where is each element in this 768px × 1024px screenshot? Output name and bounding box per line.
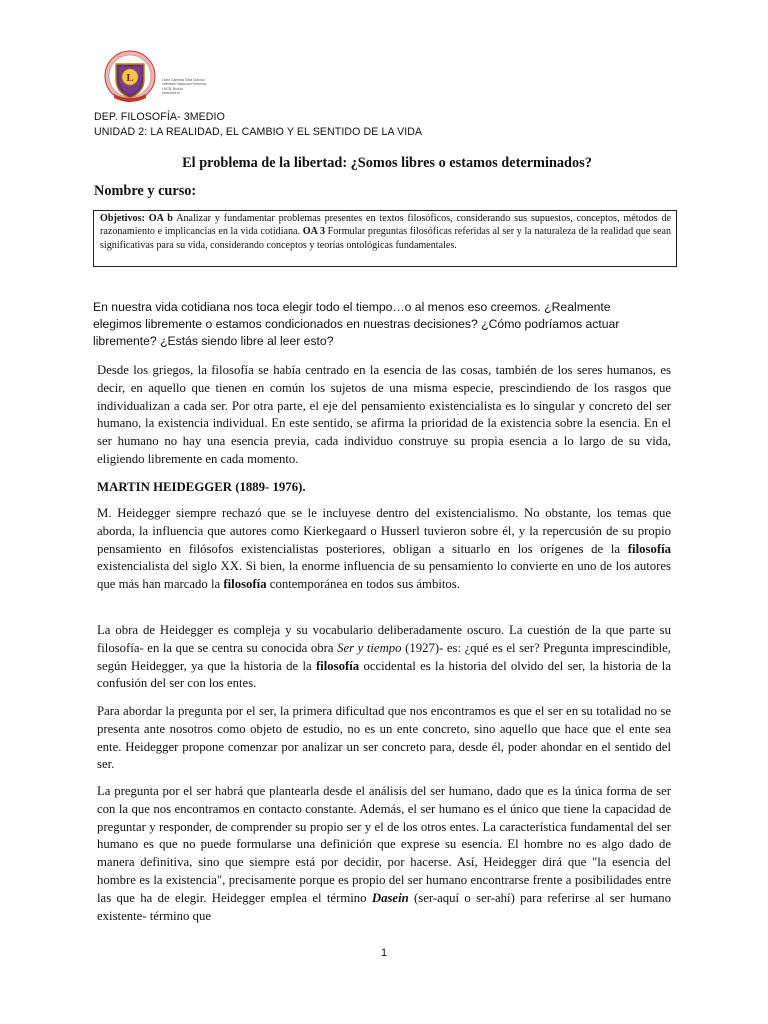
section-heading: MARTIN HEIDEGGER (1889- 1976). (97, 480, 306, 494)
page-number: 1 (380, 947, 388, 959)
document-title: El problema de la libertad: ¿Somos libres o estamos determinados? (182, 155, 592, 171)
paragraph-text: Desde los griegos, la filosofía se había centrado en la esencia de las cosas, también de los seres humanos, es decir, en aquello que tienen en común los sujetos de una misma especie, prescindiendo de los rasgos que individualizan a cada ser. Por otra parte, el eje del pensamiento existencialista es lo singular y concreto del ser humano, la existencia individual. En este sentido, se afirma la prioridad de la existencia sobre la esencia. En el ser humano no hay una esencia previa, cada individuo construye su propia esencia a lo largo de su vida, eligiendo libremente en cada momento. (97, 363, 671, 466)
department-header (94, 110, 422, 140)
book-title: Ser y tiempo (337, 640, 402, 655)
oa3-text: Formular preguntas filosóficas referidas al ser y la naturaleza de la realidad que sean significativas para su vida, considerando conceptos y teorías ontológicas fundamentales. (100, 226, 671, 251)
oa3-label: OA 3 (302, 226, 326, 238)
oab-text: Analizar y fundamentar problemas presentes en textos filosóficos, considerando sus supuestos, conceptos, métodos de razonamiento e implicancias en la vida cotidiana. (100, 213, 672, 238)
paragraph-dasein (97, 783, 671, 925)
paragraph-heidegger-intro (97, 505, 671, 594)
paragraph-text: occidental es la historia del olvido del ser, la historia de la confusión del ser con los entes. (97, 658, 671, 691)
school-info (162, 78, 206, 95)
school-website: www.lcsd.cl (162, 90, 180, 95)
paragraph-text: (ser-aquí o ser-ahí) para referirse al ser humano existente- término que (97, 890, 671, 923)
paragraph-text: (1927)- es: ¿qué es el ser? Pregunta imprescindible, según Heidegger, ya que la historia de la (97, 640, 671, 673)
paragraph-question-of-being (97, 703, 671, 774)
oab-label: OA b (148, 213, 173, 224)
school-location: LNCB, Ñuñoa (162, 86, 183, 91)
intro-paragraph: En nuestra vida cotidiana nos toca elegir todo el tiempo…o al menos eso creemos. ¿Realmente elegimos libremente o estamos condicionados en nuestras decisiones? ¿Cómo podríamos actuar libremente? ¿Estás siendo libre al leer esto? (93, 300, 620, 348)
paragraph-text: contemporánea en todos sus ámbitos. (266, 577, 460, 592)
name-and-course-label: Nombre y curso: (94, 183, 197, 199)
paragraph-existentialism (97, 362, 671, 469)
bold-term: filosofía (223, 577, 267, 592)
department-line: DEP. FILOSOFÍA- 3MEDIO (94, 111, 225, 123)
paragraph-text: existencialista del siglo XX. Si bien, la enorme influencia de su pensamiento lo convierte en uno de los autores que más han marcado la (97, 559, 671, 592)
bold-term: filosofía (315, 658, 360, 673)
objectives-label: Objetivos: (100, 213, 145, 224)
paragraph-heidegger-work (97, 622, 671, 693)
paragraph-text: Para abordar la pregunta por el ser, la primera dificultad que nos encontramos es que el ser en su totalidad no se presenta ante nosotros como objeto de estudio, no es un ente concreto, sino aquello que hace que el ente sea ente. Heidegger propone comenzar por analizar un ser concreto para, desde él, poder ahondar en el sentido del ser. (97, 704, 671, 772)
crest-letter: L (126, 72, 134, 84)
dasein-term: Dasein (371, 890, 409, 905)
paragraph-text: M. Heidegger siempre rechazó que se le incluyese dentro del existencialismo. No obstante, los temas que aborda, la influencia que autores como Kierkegaard o Husserl tuvieron sobre él, y la repercusión de su propio pensamiento en filósofos existencialistas posteriores, obligan a situarlo en los orígenes de la (97, 506, 671, 556)
paragraph-text: La pregunta por el ser habrá que plantearla desde el análisis del ser humano, dado que es la única forma de ser con la que nos encontramos en contacto constante. Además, el ser humano es el único que tiene la capacidad de preguntar y responder, de comprender su propio ser y el de los otros entes. La característica fundamental del ser humano es que no puede formularse una definición que exprese su esencia. El hombre no es algo dado de manera definitiva, sino que siempre está por decidir, por hacerse. Así, Heidegger dirá que "la esencia del hombre es la existencia", precisamente porque es propio del ser humano encontrarse frente a posibilidades entre las que ha de elegir. Heidegger emplea el término (97, 784, 671, 905)
paragraph-text: La obra de Heidegger es compleja y su vocabulario deliberadamente oscuro. La cuestión de la que parte su filosofía- en la que se centra su conocida obra (97, 623, 671, 655)
school-name: Liceo Carmela Silva Donoso (162, 78, 205, 82)
objectives-box (93, 210, 677, 267)
bold-term: filosofía (627, 541, 671, 556)
school-crest-icon (104, 50, 156, 106)
school-type: Internado Nacional Femenino (162, 82, 207, 87)
unit-line: UNIDAD 2: LA REALIDAD, EL CAMBIO Y EL SENTIDO DE LA VIDA (94, 126, 423, 138)
